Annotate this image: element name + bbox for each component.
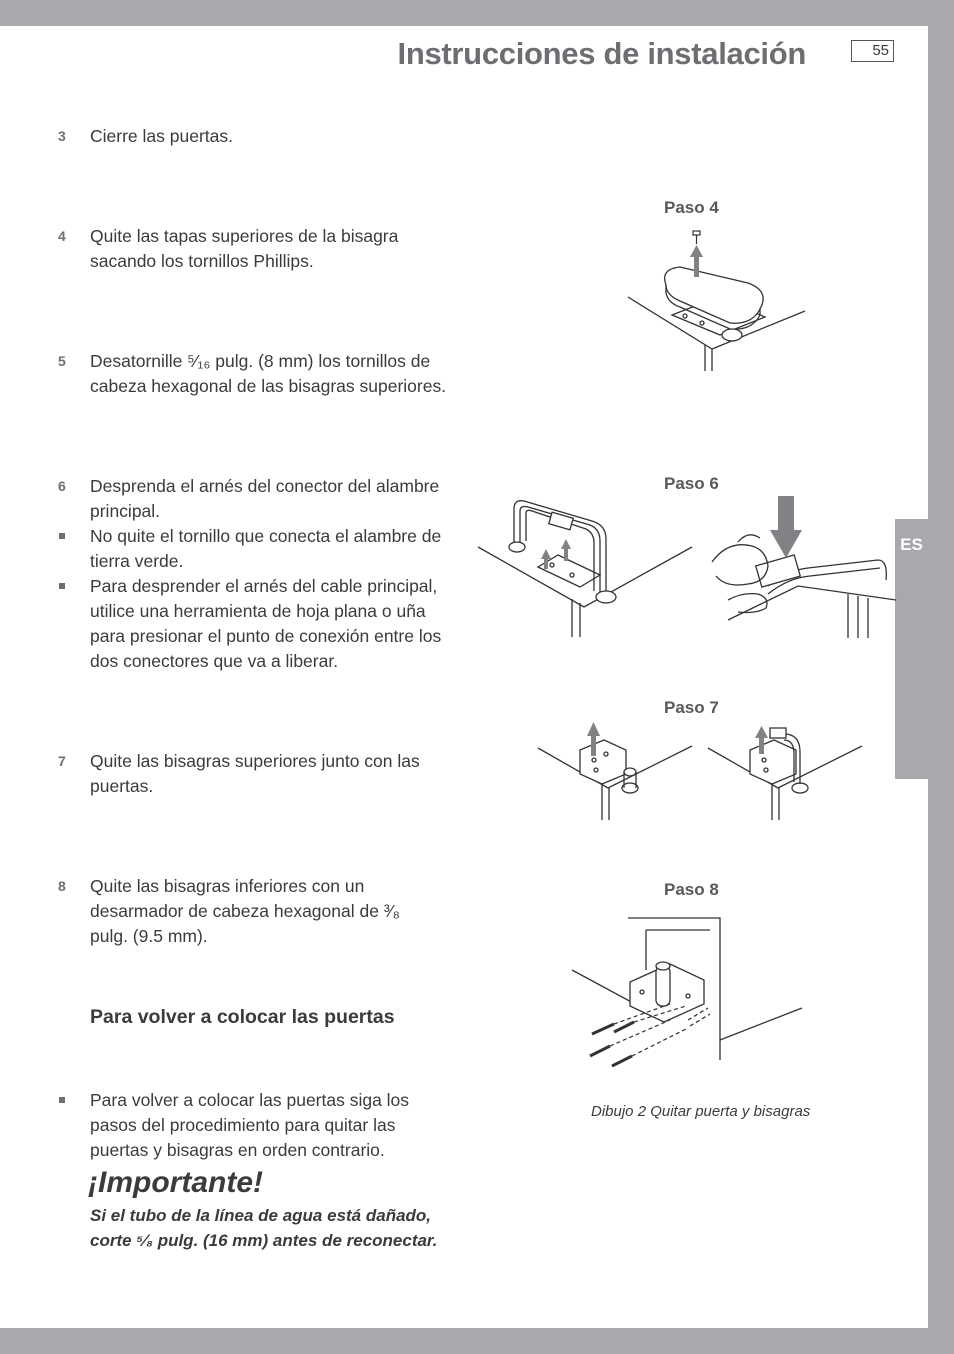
step-text: Quite las bisagras superiores junto con las puertas. <box>90 751 420 796</box>
language-tab-label: ES <box>900 535 923 554</box>
language-tab <box>895 519 928 779</box>
page-number: 55 <box>851 40 894 62</box>
step-number: 4 <box>58 228 66 244</box>
step-6-bullet-1 <box>58 524 458 574</box>
step-text: Quite las tapas superiores de la bisagra sacando los tornillos Phillips. <box>90 226 399 271</box>
figure-label-paso-6: Paso 6 <box>664 474 719 493</box>
step-6-bullet-2 <box>58 574 458 674</box>
important-text: Si el tubo de la línea de agua está dañado, corte ⁵⁄₈ pulg. (16 mm) antes de reconectar. <box>90 1206 438 1250</box>
bullet-text: No quite el tornillo que conecta el alambre de tierra verde. <box>90 526 442 571</box>
paso-8-bottom-hinge-illustration <box>570 900 806 1080</box>
step-number: 5 <box>58 353 66 369</box>
paso-7-hinge-left-illustration <box>534 716 699 826</box>
step-6 <box>58 474 458 524</box>
step-number: 3 <box>58 128 66 144</box>
bullet-text: Para volver a colocar las puertas siga los pasos del procedimiento para quitar las puertas y bisagras en orden contrario. <box>90 1090 410 1160</box>
step-text: Desatornille ⁵⁄₁₆ pulg. (8 mm) los tornillos de cabeza hexagonal de las bisagras superiores. <box>90 351 447 396</box>
step-3 <box>58 124 458 149</box>
paso-6-harness-illustration <box>472 495 700 640</box>
paso-6-connector-release-illustration <box>708 490 898 640</box>
step-number: 8 <box>58 878 66 894</box>
step-7 <box>58 749 458 799</box>
reinstall-heading: Para volver a colocar las puertas <box>90 1006 395 1028</box>
step-number: 6 <box>58 478 66 494</box>
step-text: Cierre las puertas. <box>90 126 233 146</box>
step-text: Desprenda el arnés del conector del alambre principal. <box>90 476 440 521</box>
step-5 <box>58 349 458 399</box>
figure-label-paso-8: Paso 8 <box>664 880 719 899</box>
down-arrow-icon <box>770 496 802 558</box>
important-heading: ¡Importante! <box>88 1166 263 1199</box>
figure-label-paso-4: Paso 4 <box>664 198 719 217</box>
reinstall-bullet <box>58 1088 458 1163</box>
screw-icon <box>693 231 700 244</box>
paso-7-hinge-right-illustration <box>704 716 869 826</box>
bullet-marker <box>59 1097 65 1103</box>
bullet-text: Para desprender el arnés del cable principal, utilice una herramienta de hoja plana o uña para presionar el punto de conexión entre los dos conectores que va a liberar. <box>90 576 442 671</box>
page-title: Instrucciones de instalación <box>397 36 806 71</box>
step-text: Quite las bisagras inferiores con un desarmador de cabeza hexagonal de ³⁄₈ pulg. (9.5 mm). <box>90 876 400 946</box>
bullet-marker <box>59 533 65 539</box>
paso-4-hinge-cover-illustration <box>620 225 810 375</box>
figure-caption: Dibujo 2 Quitar puerta y bisagras <box>591 1103 811 1120</box>
bullet-marker <box>59 583 65 589</box>
step-4 <box>58 224 458 274</box>
step-8 <box>58 874 458 949</box>
step-number: 7 <box>58 753 66 769</box>
figure-label-paso-7: Paso 7 <box>664 698 719 717</box>
